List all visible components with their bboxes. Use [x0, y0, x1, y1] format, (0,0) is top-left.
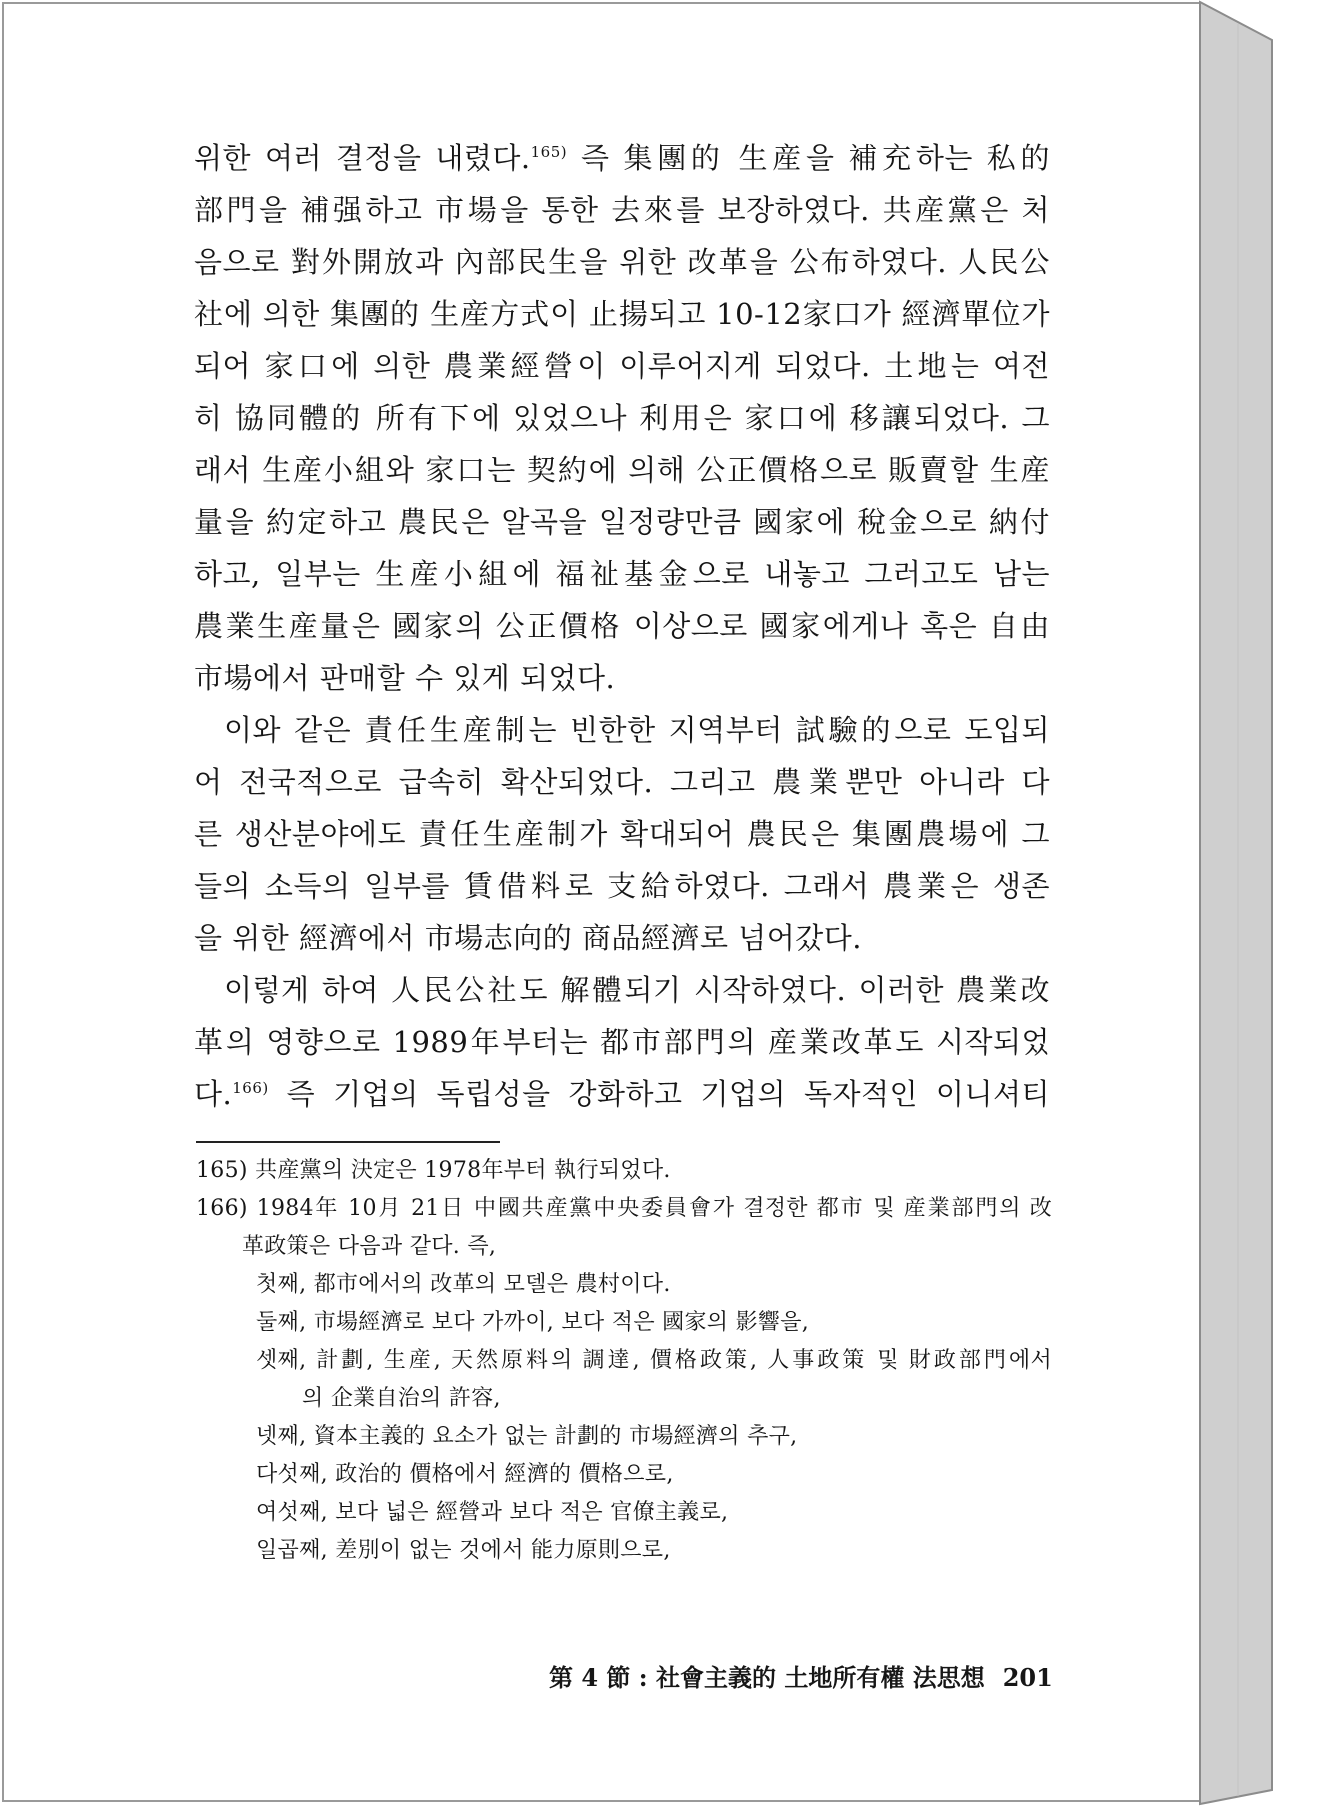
footnote-list-item: 다섯째, 政治的 價格에서 經濟的 價格으로,	[256, 1462, 674, 1487]
spine-face	[1200, 2, 1272, 1804]
body-line: 위한 여러 결정을 내렸다.$^{165)}$ 즉 集團的 生産을 補充하는 私的	[194, 141, 1050, 175]
footnote-166: 166) 1984年 10月 21日 中國共産黨中央委員會가 결정한 都市 및 産業部門의 改	[196, 1196, 1052, 1221]
paragraph-start: 이렇게 하여 人民公社도 解體되기 시작하였다. 이러한 農業改	[224, 973, 1050, 1007]
body-line: 래서 生産小組와 家口는 契約에 의해 公正價格으로 販賣할 生産	[194, 453, 1050, 487]
body-line: 들의 소득의 일부를 賃借料로 支給하였다. 그래서 農業은 생존	[194, 869, 1050, 903]
footnote-list-item: 여섯째, 보다 넓은 經營과 보다 적은 官僚主義로,	[256, 1500, 729, 1525]
body-line: 部門을 補强하고 市場을 통한 去來를 보장하였다. 共産黨은 처	[194, 193, 1050, 227]
body-line: 市場에서 판매할 수 있게 되었다.	[194, 661, 616, 695]
footnote-list-item-continuation: 의 企業自治의 許容,	[302, 1386, 501, 1411]
footnote-list-item: 둘째, 市場經濟로 보다 가까이, 보다 적은 國家의 影響을,	[256, 1310, 810, 1335]
footnote-list-item: 첫째, 都市에서의 改革의 모델은 農村이다.	[256, 1272, 671, 1297]
document-page	[2, 2, 1199, 1802]
footnote-list-item: 셋째, 計劃, 生産, 天然原料의 調達, 價格政策, 人事政策 및 財政部門에서	[256, 1348, 1052, 1373]
footnote-ref-165[interactable]: 165)	[530, 143, 568, 161]
footnote-166-continuation: 革政策은 다음과 같다. 즉,	[242, 1234, 497, 1259]
body-line: 하고, 일부는 生産小組에 福祉基金으로 내놓고 그러고도 남는	[194, 557, 1050, 591]
body-line: 을 위한 經濟에서 市場志向的 商品經濟로 넘어갔다.	[194, 921, 862, 955]
footnote-ref-166[interactable]: 166)	[232, 1079, 269, 1097]
body-line: 음으로 對外開放과 內部民生을 위한 改革을 公布하였다. 人民公	[194, 245, 1050, 279]
body-line: 른 생산분야에도 責任生産制가 확대되어 農民은 集團農場에 그	[194, 817, 1050, 851]
body-line: 革의 영향으로 1989年부터는 都市部門의 産業改革도 시작되었	[194, 1025, 1050, 1059]
paragraph-start: 이와 같은 責任生産制는 빈한한 지역부터 試驗的으로 도입되	[224, 713, 1050, 747]
footnote-list-item: 일곱째, 差別이 없는 것에서 能力原則으로,	[256, 1538, 671, 1563]
body-line: 다.$^{166)}$ 즉 기업의 독립성을 강화하고 기업의 독자적인 이니셔티	[194, 1077, 1050, 1111]
footnote-165: 165) 共産黨의 決定은 1978年부터 執行되었다.	[196, 1158, 671, 1183]
body-line: 히 協同體的 所有下에 있었으나 利用은 家口에 移讓되었다. 그	[194, 401, 1050, 435]
body-line: 量을 約定하고 農民은 알곡을 일정량만큼 國家에 稅金으로 納付	[194, 505, 1050, 539]
page-number: 201	[1002, 1663, 1053, 1692]
footnote-divider	[196, 1141, 500, 1143]
footnotes	[196, 1152, 1052, 1570]
body-line: 어 전국적으로 급속히 확산되었다. 그리고 農業뿐만 아니라 다	[194, 765, 1050, 799]
body-line: 되어 家口에 의한 農業經營이 이루어지게 되었다. 土地는 여전	[194, 349, 1050, 383]
body-line: 社에 의한 集團的 生産方式이 止揚되고 10-12家口가 經濟單位가	[194, 297, 1050, 331]
body-text	[194, 132, 1050, 1120]
book-spine-edge	[1198, 0, 1322, 1806]
section-title: 第 4 節 : 社會主義的 土地所有權 法思想	[549, 1663, 985, 1692]
footnote-list-item: 넷째, 資本主義的 요소가 없는 計劃的 市場經濟의 추구,	[256, 1424, 798, 1449]
body-line: 農業生産量은 國家의 公正價格 이상으로 國家에게나 혹은 自由	[194, 609, 1050, 643]
running-footer	[549, 1658, 1053, 1698]
